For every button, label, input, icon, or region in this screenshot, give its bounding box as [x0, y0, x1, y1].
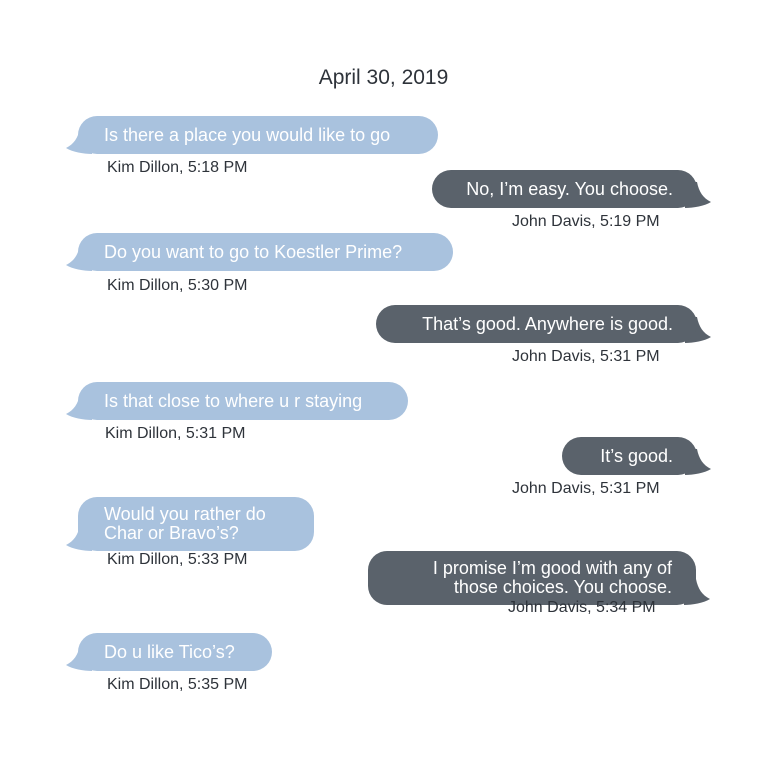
message-bubble: Is there a place you would like to go [78, 116, 438, 154]
message-outgoing[interactable] [432, 170, 697, 208]
message-outgoing[interactable] [368, 551, 696, 605]
message-bubble: No, I’m easy. You choose. [432, 170, 697, 208]
message-sender-time: Kim Dillon, 5:30 PM [107, 277, 248, 294]
message-outgoing[interactable] [376, 305, 697, 343]
message-bubble: Do u like Tico’s? [78, 633, 272, 671]
conversation-date: April 30, 2019 [318, 66, 449, 89]
message-incoming[interactable] [78, 382, 408, 420]
message-sender-time: Kim Dillon, 5:33 PM [107, 551, 248, 568]
message-incoming[interactable] [78, 497, 314, 551]
message-sender-time: John Davis, 5:31 PM [512, 480, 660, 497]
message-bubble: It’s good. [562, 437, 697, 475]
message-sender-time: John Davis, 5:31 PM [512, 348, 660, 365]
message-sender-time: Kim Dillon, 5:18 PM [107, 159, 248, 176]
message-sender-time: John Davis, 5:34 PM [508, 599, 656, 616]
message-bubble: Do you want to go to Koestler Prime? [78, 233, 453, 271]
message-bubble: I promise I’m good with any of those choices. You choose. [368, 551, 696, 605]
message-sender-time: Kim Dillon, 5:35 PM [107, 676, 248, 693]
message-bubble: Would you rather do Char or Bravo’s? [78, 497, 314, 551]
message-bubble: Is that close to where u r staying [78, 382, 408, 420]
message-incoming[interactable] [78, 633, 272, 671]
message-bubble: That’s good. Anywhere is good. [376, 305, 697, 343]
message-incoming[interactable] [78, 116, 438, 154]
message-sender-time: John Davis, 5:19 PM [512, 213, 660, 230]
message-incoming[interactable] [78, 233, 453, 271]
message-outgoing[interactable] [562, 437, 697, 475]
message-sender-time: Kim Dillon, 5:31 PM [105, 425, 246, 442]
